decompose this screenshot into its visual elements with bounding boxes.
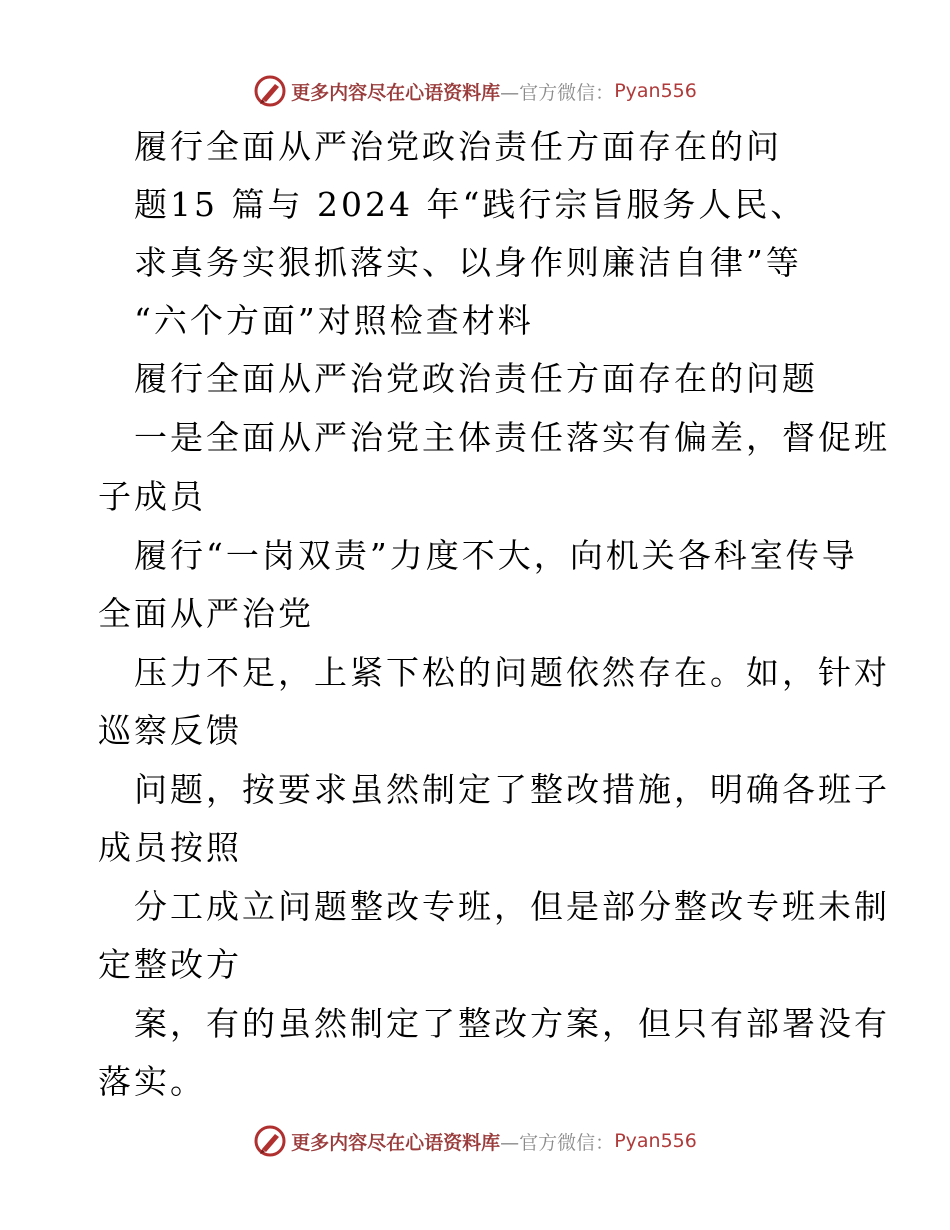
title-line-3: 求真务实狠抓落实、以身作则廉洁自律”等 xyxy=(134,243,802,282)
paragraph-line: 一是全面从严治党主体责任落实有偏差，督促班 xyxy=(134,418,890,457)
watermark-text: 更多内容尽在心语资料库 xyxy=(291,81,501,104)
section-heading: 履行全面从严治党政治责任方面存在的问题 xyxy=(134,359,818,398)
paragraph-line: 案，有的虽然制定了整改方案，但只有部署没有 xyxy=(134,1004,890,1043)
title-line-4: “六个方面”对照检查材料 xyxy=(134,301,534,340)
title-line-2: 题15 篇与 2024 年“践行宗旨服务人民、 xyxy=(134,185,807,224)
paragraph-line: 落实。 xyxy=(98,1062,206,1101)
watermark-wechat-id: Pyan556 xyxy=(614,1130,697,1152)
watermark-banner-top xyxy=(0,71,950,111)
watermark-separator: —官方微信： xyxy=(500,81,615,104)
watermark-text: 更多内容尽在心语资料库 xyxy=(291,1131,501,1154)
watermark-banner-bottom xyxy=(0,1121,950,1161)
watermark-separator: —官方微信： xyxy=(500,1131,615,1154)
paragraph-line: 成员按照 xyxy=(98,828,242,867)
paragraph-line: 巡察反馈 xyxy=(98,711,242,750)
paragraph-line: 全面从严治党 xyxy=(98,594,314,633)
paragraph-line: 压力不足，上紧下松的问题依然存在。如，针对 xyxy=(134,653,890,692)
paragraph-line: 问题，按要求虽然制定了整改措施，明确各班子 xyxy=(134,770,890,809)
watermark-wechat-id: Pyan556 xyxy=(614,80,697,102)
paragraph-line: 分工成立问题整改专班，但是部分整改专班未制 xyxy=(134,887,890,926)
title-line-1: 履行全面从严治党政治责任方面存在的问 xyxy=(134,127,782,166)
paragraph-line: 子成员 xyxy=(98,477,206,516)
paragraph-line: 定整改方 xyxy=(98,945,242,984)
pen-logo-icon xyxy=(253,74,287,108)
pen-logo-icon xyxy=(253,1124,287,1158)
paragraph-line: 履行“一岗双责”力度不大，向机关各科室传导 xyxy=(134,536,858,575)
